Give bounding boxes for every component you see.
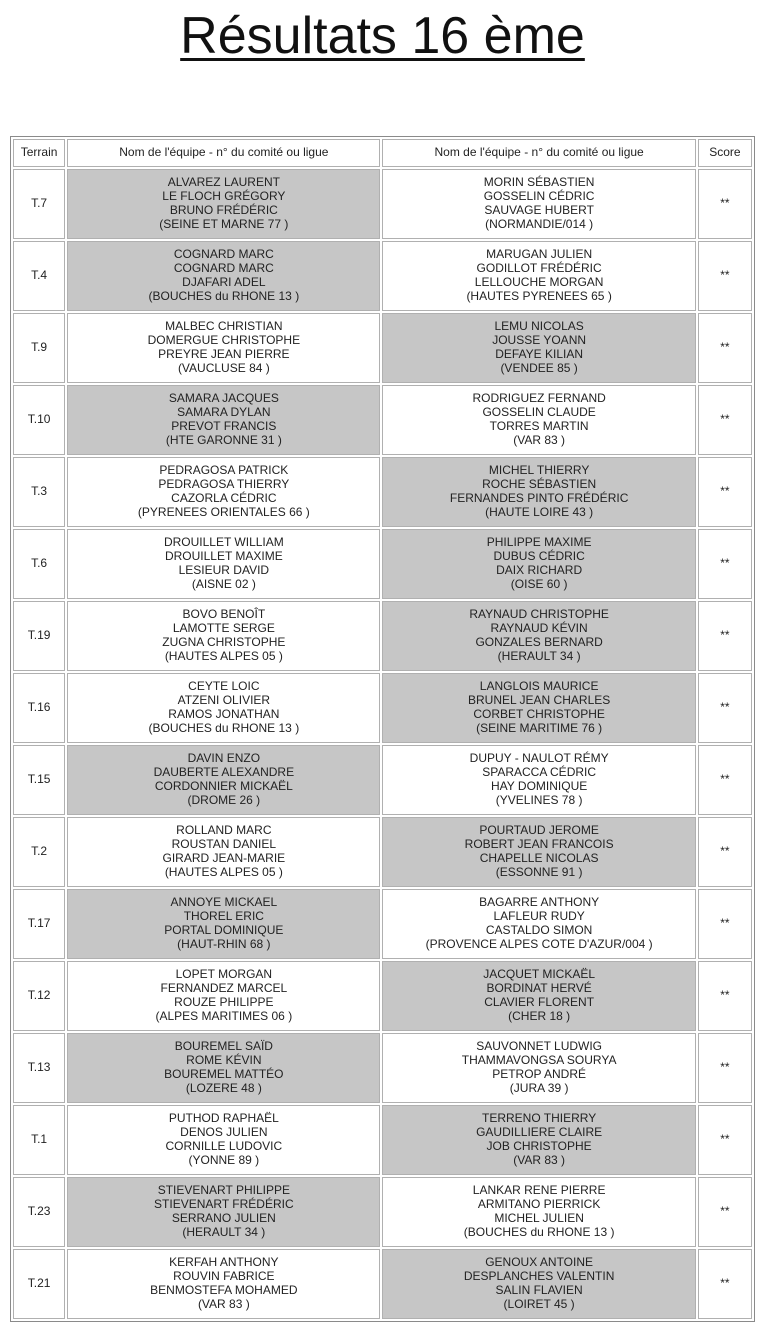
terrain-cell: T.3: [13, 457, 65, 527]
player-name: LE FLOCH GRÉGORY: [162, 189, 286, 204]
player-name: MORIN SÉBASTIEN: [483, 175, 595, 190]
terrain-cell: T.19: [13, 601, 65, 671]
committee-label: (VENDEE 85 ): [500, 360, 578, 375]
player-name: TERRENO THIERRY: [482, 1111, 597, 1126]
terrain-cell: T.10: [13, 385, 65, 455]
team1-cell: [67, 457, 380, 527]
committee-label: (HAUT-RHIN 68 ): [177, 936, 271, 951]
player-name: ROUVIN FABRICE: [173, 1269, 275, 1284]
terrain-cell: T.23: [13, 1177, 65, 1247]
table-row: [13, 313, 752, 383]
team2-cell: [382, 673, 695, 743]
player-name: CAZORLA CÉDRIC: [171, 491, 277, 505]
player-name: PORTAL DOMINIQUE: [164, 923, 284, 937]
table-row: [13, 961, 752, 1031]
table-row: [13, 1033, 752, 1103]
player-name: THAMMAVONGSA SOURYA: [461, 1053, 617, 1068]
player-name: COGNARD MARC: [173, 247, 274, 262]
player-name: JACQUET MICKAËL: [483, 967, 596, 982]
player-name: TORRES MARTIN: [489, 419, 589, 433]
table-row: [13, 1105, 752, 1175]
team1-cell: [67, 1105, 380, 1175]
team1-cell: [67, 961, 380, 1031]
player-name: ROCHE SÉBASTIEN: [482, 477, 597, 492]
player-name: RAYNAUD CHRISTOPHE: [469, 607, 609, 622]
score-cell: **: [698, 745, 752, 815]
player-name: ROLLAND MARC: [176, 823, 272, 838]
player-name: DENOS JULIEN: [180, 1125, 268, 1140]
committee-label: (NORMANDIE/014 ): [485, 216, 594, 231]
player-name: LEMU NICOLAS: [494, 319, 584, 334]
committee-label: (HERAULT 34 ): [497, 648, 581, 663]
team1-cell: [67, 529, 380, 599]
player-name: GOSSELIN CLAUDE: [482, 405, 596, 420]
committee-label: (HAUTES ALPES 05 ): [164, 864, 283, 879]
player-name: GAUDILLIERE CLAIRE: [476, 1125, 603, 1140]
score-cell: **: [698, 529, 752, 599]
terrain-cell: T.9: [13, 313, 65, 383]
score-cell: **: [698, 961, 752, 1031]
committee-label: (VAUCLUSE 84 ): [177, 360, 270, 375]
terrain-cell: T.12: [13, 961, 65, 1031]
player-name: CHAPELLE NICOLAS: [479, 851, 599, 865]
header-row: [13, 139, 752, 167]
table-row: [13, 889, 752, 959]
table-row: [13, 1177, 752, 1247]
header-team2: Nom de l'équipe - n° du comité ou ligue: [382, 139, 695, 167]
team2-cell: [382, 889, 695, 959]
score-cell: **: [698, 1177, 752, 1247]
terrain-cell: T.17: [13, 889, 65, 959]
player-name: CORNILLE LUDOVIC: [165, 1139, 283, 1153]
player-name: POURTAUD JEROME: [479, 823, 599, 838]
table-row: [13, 673, 752, 743]
table-row: [13, 457, 752, 527]
committee-label: (SEINE MARITIME 76 ): [476, 720, 603, 735]
player-name: SERRANO JULIEN: [171, 1211, 276, 1225]
player-name: BOUREMEL SAÏD: [174, 1039, 273, 1054]
committee-label: (LOIRET 45 ): [503, 1296, 575, 1311]
team1-cell: [67, 889, 380, 959]
player-name: BOUREMEL MATTÉO: [164, 1067, 284, 1081]
player-name: KERFAH ANTHONY: [169, 1255, 279, 1270]
player-name: LANKAR RENE PIERRE: [472, 1183, 606, 1198]
team2-cell: [382, 745, 695, 815]
committee-label: (PYRENEES ORIENTALES 66 ): [137, 504, 310, 519]
committee-label: (HAUTES PYRENEES 65 ): [466, 288, 612, 303]
player-name: FERNANDES PINTO FRÉDÉRIC: [449, 491, 629, 505]
player-name: BRUNEL JEAN CHARLES: [467, 693, 611, 708]
committee-label: (VAR 83 ): [513, 432, 566, 447]
team2-cell: [382, 601, 695, 671]
player-name: DAVIN ENZO: [187, 751, 261, 766]
player-name: DOMERGUE CHRISTOPHE: [147, 333, 301, 348]
player-name: PHILIPPE MAXIME: [486, 535, 592, 550]
committee-label: (ALPES MARITIMES 06 ): [155, 1008, 293, 1023]
committee-label: (YONNE 89 ): [188, 1152, 260, 1167]
team1-cell: [67, 385, 380, 455]
player-name: GODILLOT FRÉDÉRIC: [476, 261, 602, 276]
team2-cell: [382, 961, 695, 1031]
player-name: BRUNO FRÉDÉRIC: [169, 203, 278, 217]
player-name: PREVOT FRANCIS: [171, 419, 277, 433]
score-cell: **: [698, 1249, 752, 1319]
player-name: CEYTE LOIC: [188, 679, 260, 694]
committee-label: (LOZERE 48 ): [185, 1080, 262, 1095]
player-name: SAUVONNET LUDWIG: [476, 1039, 603, 1054]
team1-cell: [67, 169, 380, 239]
committee-label: (DROME 26 ): [187, 792, 261, 807]
team1-cell: [67, 1177, 380, 1247]
table-row: [13, 745, 752, 815]
player-name: PEDRAGOSA THIERRY: [158, 477, 290, 492]
team2-cell: [382, 169, 695, 239]
score-cell: **: [698, 1105, 752, 1175]
player-name: STIEVENART FRÉDÉRIC: [154, 1197, 294, 1212]
score-cell: **: [698, 457, 752, 527]
committee-label: (HAUTE LOIRE 43 ): [485, 504, 594, 519]
player-name: DUBUS CÉDRIC: [493, 549, 585, 564]
player-name: PEDRAGOSA PATRICK: [159, 463, 289, 478]
team1-cell: [67, 673, 380, 743]
player-name: BAGARRE ANTHONY: [479, 895, 600, 910]
header-team1: Nom de l'équipe - n° du comité ou ligue: [67, 139, 380, 167]
score-cell: **: [698, 1033, 752, 1103]
player-name: LANGLOIS MAURICE: [479, 679, 599, 694]
player-name: LELLOUCHE MORGAN: [474, 275, 604, 289]
team2-cell: [382, 1033, 695, 1103]
player-name: DEFAYE KILIAN: [495, 347, 584, 361]
committee-label: (CHER 18 ): [508, 1008, 571, 1023]
committee-label: (HAUTES ALPES 05 ): [164, 648, 283, 663]
table-row: [13, 241, 752, 311]
results-table: [10, 136, 755, 1322]
player-name: CLAVIER FLORENT: [484, 995, 595, 1009]
team2-cell: [382, 529, 695, 599]
player-name: COGNARD MARC: [173, 261, 274, 276]
score-cell: **: [698, 817, 752, 887]
player-name: PETROP ANDRÉ: [492, 1067, 587, 1081]
score-cell: **: [698, 889, 752, 959]
committee-label: (PROVENCE ALPES COTE D'AZUR/004 ): [425, 936, 653, 951]
committee-label: (SEINE ET MARNE 77 ): [159, 216, 289, 231]
page-title: Résultats 16 ème: [180, 7, 585, 65]
team1-cell: [67, 241, 380, 311]
player-name: ANNOYE MICKAEL: [170, 895, 278, 910]
header-score: Score: [698, 139, 752, 167]
score-cell: **: [698, 673, 752, 743]
header-terrain: Terrain: [13, 139, 65, 167]
player-name: SPARACCA CÉDRIC: [482, 765, 597, 780]
team2-cell: [382, 1177, 695, 1247]
player-name: RAMOS JONATHAN: [168, 707, 280, 721]
player-name: THOREL ERIC: [183, 909, 264, 924]
player-name: GENOUX ANTOINE: [485, 1255, 594, 1270]
score-cell: **: [698, 601, 752, 671]
table-row: [13, 529, 752, 599]
committee-label: (VAR 83 ): [513, 1152, 566, 1167]
team1-cell: [67, 1249, 380, 1319]
player-name: GIRARD JEAN-MARIE: [162, 851, 286, 865]
player-name: ARMITANO PIERRICK: [477, 1197, 601, 1212]
player-name: RODRIGUEZ FERNAND: [472, 391, 606, 406]
player-name: PUTHOD RAPHAËL: [168, 1111, 279, 1126]
player-name: RAYNAUD KÉVIN: [490, 621, 588, 636]
committee-label: (ESSONNE 91 ): [495, 864, 583, 879]
player-name: ROME KÉVIN: [186, 1053, 262, 1068]
table-row: [13, 385, 752, 455]
player-name: SAMARA DYLAN: [177, 405, 271, 420]
terrain-cell: T.2: [13, 817, 65, 887]
team2-cell: [382, 1249, 695, 1319]
committee-label: (OISE 60 ): [510, 576, 568, 591]
team2-cell: [382, 313, 695, 383]
player-name: DAUBERTE ALEXANDRE: [153, 765, 295, 780]
committee-label: (BOUCHES du RHONE 13 ): [148, 720, 300, 735]
player-name: MICHEL THIERRY: [488, 463, 590, 478]
terrain-cell: T.21: [13, 1249, 65, 1319]
terrain-cell: T.1: [13, 1105, 65, 1175]
table-row: [13, 601, 752, 671]
team1-cell: [67, 601, 380, 671]
player-name: HAY DOMINIQUE: [491, 779, 588, 793]
terrain-cell: T.7: [13, 169, 65, 239]
terrain-cell: T.15: [13, 745, 65, 815]
team2-cell: [382, 385, 695, 455]
player-name: DAIX RICHARD: [496, 563, 583, 577]
team1-cell: [67, 1033, 380, 1103]
player-name: BOVO BENOÎT: [182, 607, 266, 622]
player-name: DROUILLET MAXIME: [164, 549, 283, 564]
committee-label: (HERAULT 34 ): [182, 1224, 266, 1239]
player-name: STIEVENART PHILIPPE: [157, 1183, 290, 1198]
player-name: ATZENI OLIVIER: [177, 693, 271, 708]
table-row: [13, 1249, 752, 1319]
team1-cell: [67, 745, 380, 815]
player-name: SALIN FLAVIEN: [495, 1283, 583, 1297]
player-name: FERNANDEZ MARCEL: [160, 981, 288, 996]
player-name: LAFLEUR RUDY: [493, 909, 585, 924]
player-name: PREYRE JEAN PIERRE: [158, 347, 290, 361]
player-name: ROUZE PHILIPPE: [174, 995, 274, 1009]
score-cell: **: [698, 169, 752, 239]
player-name: BORDINAT HERVÉ: [486, 981, 592, 996]
player-name: MALBEC CHRISTIAN: [165, 319, 283, 334]
player-name: SAMARA JACQUES: [168, 391, 279, 406]
player-name: JOB CHRISTOPHE: [486, 1139, 592, 1153]
team1-cell: [67, 817, 380, 887]
score-cell: **: [698, 313, 752, 383]
player-name: DUPUY - NAULOT RÉMY: [469, 751, 609, 766]
player-name: JOUSSE YOANN: [492, 333, 587, 348]
table-row: [13, 817, 752, 887]
player-name: BENMOSTEFA MOHAMED: [150, 1283, 298, 1297]
player-name: ZUGNA CHRISTOPHE: [162, 635, 286, 649]
team1-cell: [67, 313, 380, 383]
committee-label: (AISNE 02 ): [191, 576, 256, 591]
player-name: SAUVAGE HUBERT: [484, 203, 594, 217]
table-row: [13, 169, 752, 239]
player-name: DESPLANCHES VALENTIN: [463, 1269, 615, 1284]
player-name: DROUILLET WILLIAM: [163, 535, 284, 550]
player-name: DJAFARI ADEL: [182, 275, 266, 289]
team2-cell: [382, 457, 695, 527]
player-name: ROUSTAN DANIEL: [171, 837, 277, 852]
player-name: ALVAREZ LAURENT: [167, 175, 280, 190]
score-cell: **: [698, 385, 752, 455]
committee-label: (BOUCHES du RHONE 13 ): [148, 288, 300, 303]
player-name: LAMOTTE SERGE: [172, 621, 275, 636]
committee-label: (YVELINES 78 ): [495, 792, 583, 807]
terrain-cell: T.16: [13, 673, 65, 743]
player-name: GOSSELIN CÉDRIC: [483, 189, 595, 204]
player-name: CORBET CHRISTOPHE: [473, 707, 605, 721]
player-name: GONZALES BERNARD: [475, 635, 603, 649]
player-name: LESIEUR DAVID: [178, 563, 270, 577]
committee-label: (BOUCHES du RHONE 13 ): [463, 1224, 615, 1239]
terrain-cell: T.13: [13, 1033, 65, 1103]
committee-label: (JURA 39 ): [509, 1080, 569, 1095]
terrain-cell: T.4: [13, 241, 65, 311]
player-name: CASTALDO SIMON: [485, 923, 593, 937]
player-name: MARUGAN JULIEN: [486, 247, 593, 262]
player-name: CORDONNIER MICKAËL: [154, 779, 293, 793]
committee-label: (HTE GARONNE 31 ): [165, 432, 282, 447]
player-name: LOPET MORGAN: [175, 967, 273, 982]
player-name: MICHEL JULIEN: [494, 1211, 584, 1225]
player-name: ROBERT JEAN FRANCOIS: [464, 837, 614, 852]
committee-label: (VAR 83 ): [197, 1296, 250, 1311]
team2-cell: [382, 817, 695, 887]
terrain-cell: T.6: [13, 529, 65, 599]
team2-cell: [382, 241, 695, 311]
team2-cell: [382, 1105, 695, 1175]
score-cell: **: [698, 241, 752, 311]
